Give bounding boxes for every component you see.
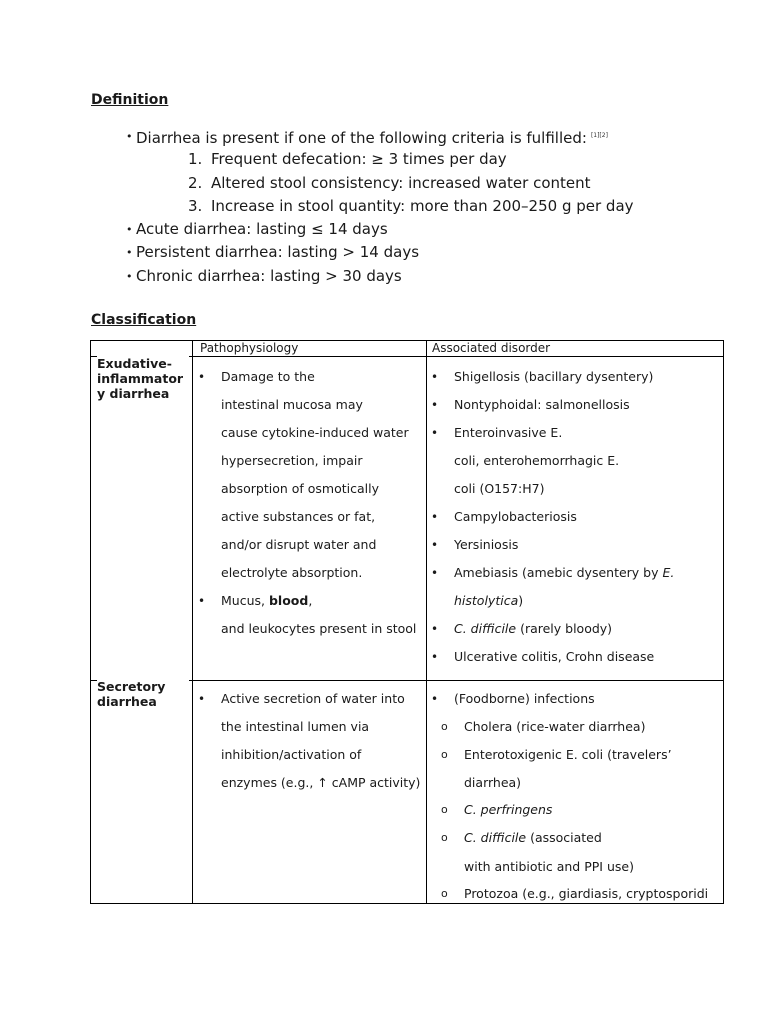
diarrhea-type-text: Persistent diarrhea: lasting > 14 days bbox=[136, 243, 420, 261]
disorder-line: Enteroinvasive E. bbox=[454, 425, 563, 440]
table-col-divider bbox=[426, 340, 427, 904]
criteria-number: 2. bbox=[188, 174, 203, 192]
disorder-line: Nontyphoidal: salmonellosis bbox=[454, 397, 630, 412]
sub-bullet-icon: o bbox=[441, 720, 448, 733]
bullet-icon: • bbox=[431, 538, 439, 552]
disorder-line: Shigellosis (bacillary dysentery) bbox=[454, 369, 654, 384]
patho-line: electrolyte absorption. bbox=[221, 565, 363, 580]
criteria-number: 3. bbox=[188, 197, 203, 215]
bullet-icon: • bbox=[198, 370, 206, 384]
table-border-left bbox=[90, 340, 91, 904]
diarrhea-type-text: Acute diarrhea: lasting ≤ 14 days bbox=[136, 220, 388, 238]
bullet-icon: • bbox=[431, 650, 439, 664]
classification-table bbox=[90, 340, 724, 904]
disorder-line: Protozoa (e.g., giardiasis, cryptosporidi bbox=[464, 886, 709, 901]
bullet-icon: • bbox=[431, 398, 439, 412]
disorder-line: C. difficile (rarely bloody) bbox=[454, 621, 613, 636]
bullet-icon bbox=[126, 267, 133, 287]
criteria-number: 1. bbox=[188, 150, 203, 168]
table-border-right bbox=[723, 340, 724, 904]
patho-line: hypersecretion, impair bbox=[221, 453, 363, 468]
criteria-text: Increase in stool quantity: more than 200–250 g per day bbox=[211, 197, 634, 215]
bullet-icon bbox=[126, 127, 133, 147]
disorder-line: Campylobacteriosis bbox=[454, 509, 577, 524]
sub-bullet-icon: o bbox=[441, 831, 448, 844]
patho-line: the intestinal lumen via bbox=[221, 719, 370, 734]
patho-line: Damage to the bbox=[221, 369, 315, 384]
table-border-bottom bbox=[90, 903, 724, 904]
disorder-line: (Foodborne) infections bbox=[454, 691, 595, 706]
patho-line: absorption of osmotically bbox=[221, 481, 380, 496]
criteria-text: Frequent defecation: ≥ 3 times per day bbox=[211, 150, 507, 168]
bullet-icon bbox=[126, 243, 133, 263]
sub-bullet-icon: o bbox=[441, 748, 448, 761]
bullet-icon: • bbox=[198, 594, 206, 608]
disorder-line: Cholera (rice-water diarrhea) bbox=[464, 719, 646, 734]
disorder-line: coli (O157:H7) bbox=[454, 481, 545, 496]
disorder-line: with antibiotic and PPI use) bbox=[464, 859, 634, 874]
patho-line: and/or disrupt water and bbox=[221, 537, 377, 552]
column-header-pathophysiology: Pathophysiology bbox=[200, 341, 299, 355]
bullet-icon: • bbox=[431, 426, 439, 440]
criteria-text: Altered stool consistency: increased water content bbox=[211, 174, 591, 192]
patho-line: enzymes (e.g., ↑ cAMP activity) bbox=[221, 775, 421, 790]
diarrhea-type-text: Chronic diarrhea: lasting > 30 days bbox=[136, 267, 402, 285]
disorder-line: C. difficile (associated bbox=[464, 830, 602, 845]
patho-line: intestinal mucosa may bbox=[221, 397, 363, 412]
bullet-icon: • bbox=[431, 566, 439, 580]
table-border-top bbox=[90, 340, 724, 341]
disorder-line: Amebiasis (amebic dysentery by E. bbox=[454, 565, 675, 580]
bullet-icon: • bbox=[431, 692, 439, 706]
disorder-line: histolytica) bbox=[454, 593, 524, 608]
table-col-divider bbox=[192, 340, 193, 904]
patho-line: active substances or fat, bbox=[221, 509, 376, 524]
bullet-icon: • bbox=[431, 622, 439, 636]
patho-line: inhibition/activation of bbox=[221, 747, 362, 762]
criteria-intro: Diarrhea is present if one of the following criteria is fulfilled: [1][2] bbox=[136, 129, 608, 147]
patho-line: and leukocytes present in stool bbox=[221, 621, 417, 636]
row-label-exudative: Exudative- inflammator y diarrhea bbox=[97, 356, 189, 401]
bullet-icon: • bbox=[431, 510, 439, 524]
patho-line: Mucus, blood, bbox=[221, 593, 313, 608]
column-header-associated-disorder: Associated disorder bbox=[432, 341, 551, 355]
sub-bullet-icon: o bbox=[441, 803, 448, 816]
classification-heading: Classification bbox=[91, 312, 197, 328]
reference-marker: [1][2] bbox=[590, 132, 608, 139]
bullet-icon: • bbox=[198, 692, 206, 706]
disorder-line: C. perfringens bbox=[464, 802, 553, 817]
disorder-line: diarrhea) bbox=[464, 775, 522, 790]
disorder-line: Yersiniosis bbox=[454, 537, 519, 552]
disorder-line: coli, enterohemorrhagic E. bbox=[454, 453, 620, 468]
sub-bullet-icon: o bbox=[441, 887, 448, 900]
definition-heading: Definition bbox=[91, 92, 169, 108]
disorder-line: Enterotoxigenic E. coli (travelers’ bbox=[464, 747, 672, 762]
bullet-icon: • bbox=[431, 370, 439, 384]
disorder-line: Ulcerative colitis, Crohn disease bbox=[454, 649, 655, 664]
patho-line: Active secretion of water into bbox=[221, 691, 405, 706]
row-label-secretory: Secretory diarrhea bbox=[97, 679, 189, 709]
bullet-icon bbox=[126, 220, 133, 240]
patho-line: cause cytokine-induced water bbox=[221, 425, 409, 440]
